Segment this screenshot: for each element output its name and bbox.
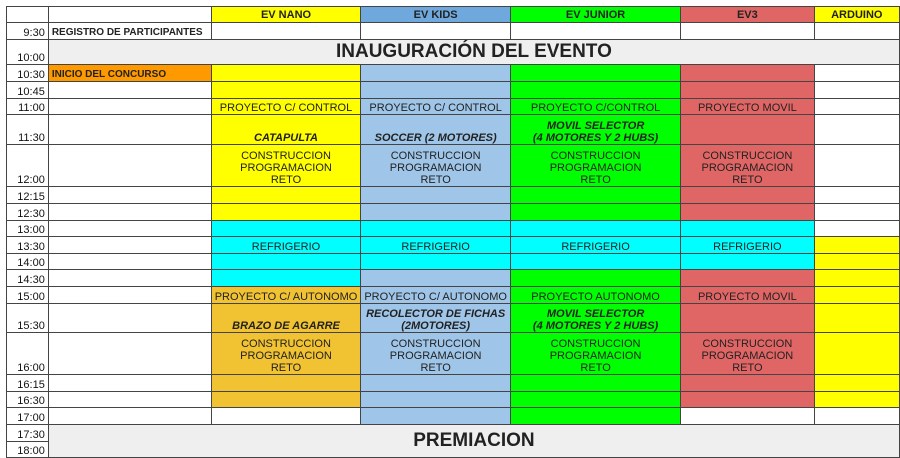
ev-nano-cell: CONSTRUCCION PROGRAMACION RETO (211, 145, 361, 187)
activity-cell (48, 187, 211, 204)
ev-junior-cell: MOVIL SELECTOR (4 MOTORES Y 2 HUBS) (510, 304, 680, 333)
table-row (7, 375, 900, 392)
column-header-ev-kids: EV KIDS (361, 7, 511, 23)
time-cell: 16:30 (7, 392, 49, 408)
ev3-cell (681, 392, 814, 408)
activity-cell (48, 408, 211, 425)
table-row (7, 425, 900, 442)
ev-kids-cell (361, 408, 511, 425)
arduino-cell (814, 204, 899, 221)
ev3-cell: CONSTRUCCION PROGRAMACION RETO (681, 333, 814, 375)
contest-start-cell: INICIO DEL CONCURSO (48, 65, 211, 82)
arduino-cell (814, 115, 899, 145)
column-header-arduino: ARDUINO (814, 7, 899, 23)
schedule-table (6, 6, 900, 458)
inauguration-banner: INAUGURACIÓN DEL EVENTO (48, 40, 899, 65)
arduino-cell (814, 375, 899, 392)
table-row (7, 187, 900, 204)
ev-kids-cell: RECOLECTOR DE FICHAS (2MOTORES) (361, 304, 511, 333)
arduino-cell (814, 304, 899, 333)
ev-nano-cell (211, 82, 361, 99)
table-row (7, 237, 900, 254)
table-row (7, 304, 900, 333)
time-cell: 12:30 (7, 204, 49, 221)
ev3-cell: REFRIGERIO (681, 237, 814, 254)
ev-nano-cell (211, 254, 361, 270)
ev-junior-cell (510, 392, 680, 408)
table-row (7, 287, 900, 304)
activity-cell: REGISTRO DE PARTICIPANTES (48, 23, 211, 40)
ev-junior-cell: REFRIGERIO (510, 237, 680, 254)
arduino-cell (814, 23, 899, 40)
table-row (7, 65, 900, 82)
column-header-ev-nano: EV NANO (211, 7, 361, 23)
ev-junior-cell (510, 408, 680, 425)
awards-banner: PREMIACION (48, 425, 899, 458)
ev-junior-cell (510, 375, 680, 392)
ev-nano-cell (211, 65, 361, 82)
activity-cell (48, 392, 211, 408)
arduino-cell (814, 82, 899, 99)
ev-nano-cell: PROYECTO C/ CONTROL (211, 99, 361, 115)
ev-nano-cell (211, 392, 361, 408)
ev-junior-cell: PROYECTO AUTONOMO (510, 287, 680, 304)
ev3-cell: PROYECTO MOVIL (681, 287, 814, 304)
time-cell: 18:00 (7, 442, 49, 458)
ev-junior-cell (510, 204, 680, 221)
time-cell: 17:00 (7, 408, 49, 425)
time-cell: 15:00 (7, 287, 49, 304)
table-row (7, 145, 900, 187)
corner-cell (7, 7, 49, 23)
ev-kids-cell (361, 392, 511, 408)
column-header-ev3: EV3 (681, 7, 814, 23)
table-row (7, 99, 900, 115)
ev-kids-cell (361, 82, 511, 99)
time-cell: 14:30 (7, 270, 49, 287)
activity-cell (48, 254, 211, 270)
table-row (7, 204, 900, 221)
table-row (7, 254, 900, 270)
ev-nano-cell (211, 204, 361, 221)
ev-nano-cell (211, 187, 361, 204)
time-cell: 15:30 (7, 304, 49, 333)
ev-junior-cell (510, 23, 680, 40)
ev-kids-cell (361, 254, 511, 270)
ev-junior-cell: CONSTRUCCION PROGRAMACION RETO (510, 333, 680, 375)
ev3-cell: PROYECTO MOVIL (681, 99, 814, 115)
time-cell: 16:15 (7, 375, 49, 392)
ev-nano-cell: PROYECTO C/ AUTONOMO (211, 287, 361, 304)
ev-nano-cell (211, 375, 361, 392)
table-row (7, 408, 900, 425)
ev-nano-cell (211, 23, 361, 40)
table-row (7, 392, 900, 408)
ev-kids-cell (361, 23, 511, 40)
column-header-ev-junior: EV JUNIOR (510, 7, 680, 23)
time-cell: 11:00 (7, 99, 49, 115)
time-cell: 10:45 (7, 82, 49, 99)
ev3-cell (681, 65, 814, 82)
ev3-cell (681, 82, 814, 99)
arduino-cell (814, 237, 899, 254)
arduino-cell (814, 221, 899, 237)
ev-kids-cell: CONSTRUCCION PROGRAMACION RETO (361, 145, 511, 187)
arduino-cell (814, 254, 899, 270)
arduino-cell (814, 287, 899, 304)
activity-cell (48, 115, 211, 145)
activity-cell (48, 99, 211, 115)
arduino-cell (814, 270, 899, 287)
time-cell: 14:00 (7, 254, 49, 270)
ev-kids-cell: SOCCER (2 MOTORES) (361, 115, 511, 145)
ev-nano-cell (211, 408, 361, 425)
time-cell: 10:00 (7, 40, 49, 65)
ev3-cell (681, 270, 814, 287)
ev-kids-cell (361, 187, 511, 204)
table-row (7, 115, 900, 145)
activity-cell (48, 221, 211, 237)
table-row (7, 221, 900, 237)
arduino-cell (814, 99, 899, 115)
ev-nano-cell (211, 270, 361, 287)
ev3-cell (681, 254, 814, 270)
ev-nano-cell: CONSTRUCCION PROGRAMACION RETO (211, 333, 361, 375)
activity-cell (48, 287, 211, 304)
ev-kids-cell (361, 221, 511, 237)
ev-nano-cell: BRAZO DE AGARRE (211, 304, 361, 333)
ev3-cell (681, 23, 814, 40)
time-cell: 10:30 (7, 65, 49, 82)
table-row (7, 270, 900, 287)
time-cell: 13:30 (7, 237, 49, 254)
ev-junior-cell (510, 270, 680, 287)
time-cell: 11:30 (7, 115, 49, 145)
activity-header-cell (48, 7, 211, 23)
activity-cell (48, 304, 211, 333)
ev-kids-cell (361, 65, 511, 82)
ev-kids-cell: CONSTRUCCION PROGRAMACION RETO (361, 333, 511, 375)
arduino-cell (814, 187, 899, 204)
ev3-cell: CONSTRUCCION PROGRAMACION RETO (681, 145, 814, 187)
ev-junior-cell: CONSTRUCCION PROGRAMACION RETO (510, 145, 680, 187)
ev-kids-cell (361, 375, 511, 392)
ev-kids-cell: REFRIGERIO (361, 237, 511, 254)
time-cell: 13:00 (7, 221, 49, 237)
ev-junior-cell (510, 187, 680, 204)
time-cell: 16:00 (7, 333, 49, 375)
time-cell: 9:30 (7, 23, 49, 40)
ev-junior-cell: PROYECTO C/CONTROL (510, 99, 680, 115)
ev3-cell (681, 375, 814, 392)
ev-junior-cell (510, 65, 680, 82)
ev3-cell (681, 187, 814, 204)
ev-junior-cell (510, 254, 680, 270)
activity-cell (48, 204, 211, 221)
activity-cell (48, 145, 211, 187)
ev3-cell (681, 204, 814, 221)
table-row (7, 23, 900, 40)
ev-nano-cell (211, 221, 361, 237)
arduino-cell (814, 333, 899, 375)
ev-nano-cell: CATAPULTA (211, 115, 361, 145)
ev3-cell (681, 304, 814, 333)
ev-junior-cell (510, 82, 680, 99)
arduino-cell (814, 65, 899, 82)
ev3-cell (681, 221, 814, 237)
activity-cell (48, 82, 211, 99)
table-row (7, 40, 900, 65)
ev-kids-cell: PROYECTO C/ CONTROL (361, 99, 511, 115)
activity-cell (48, 375, 211, 392)
table-row (7, 82, 900, 99)
arduino-cell (814, 392, 899, 408)
activity-cell (48, 270, 211, 287)
ev-kids-cell (361, 204, 511, 221)
ev-nano-cell: REFRIGERIO (211, 237, 361, 254)
time-cell: 12:00 (7, 145, 49, 187)
ev-junior-cell: MOVIL SELECTOR (4 MOTORES Y 2 HUBS) (510, 115, 680, 145)
time-cell: 17:30 (7, 425, 49, 442)
ev-kids-cell: PROYECTO C/ AUTONOMO (361, 287, 511, 304)
activity-cell (48, 237, 211, 254)
arduino-cell (814, 408, 899, 425)
ev-kids-cell (361, 270, 511, 287)
table-row (7, 333, 900, 375)
ev3-cell (681, 115, 814, 145)
ev3-cell (681, 408, 814, 425)
ev-junior-cell (510, 221, 680, 237)
time-cell: 12:15 (7, 187, 49, 204)
arduino-cell (814, 145, 899, 187)
header-row (7, 7, 900, 23)
activity-cell (48, 333, 211, 375)
